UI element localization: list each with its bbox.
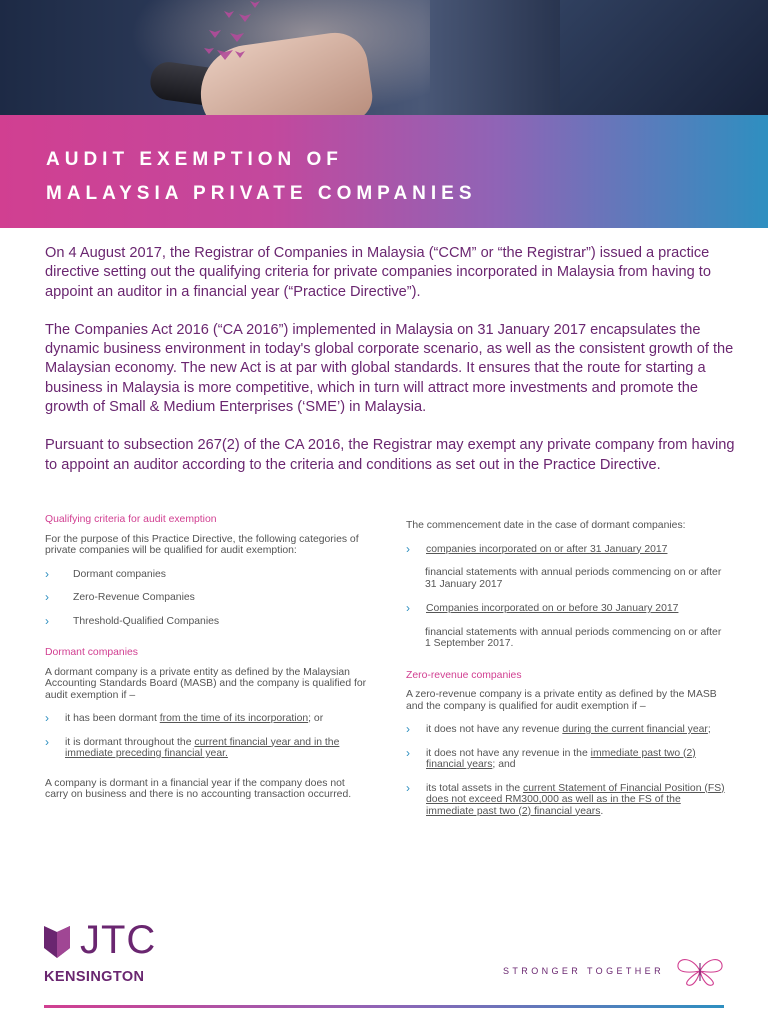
chevron-right-icon: › [45,566,49,581]
commencement-condition: companies incorporated on or after 31 January 2017 [426,543,668,555]
chevron-right-icon: › [406,601,410,615]
dormant-criterion [45,713,367,725]
butterfly-swarm-icon [185,0,275,80]
commencement-detail: financial statements with annual periods commencing on or after 31 January 2017 [425,567,722,590]
tagline: STRONGER TOGETHER [503,966,664,976]
category-item [45,566,367,581]
right-column [406,514,728,829]
dormant-heading: Dormant companies [45,647,138,658]
left-column [45,514,367,813]
chevron-right-icon: › [45,711,49,725]
zero-revenue-heading: Zero-revenue companies [406,669,522,681]
intro-paragraph-2: The Companies Act 2016 (“CA 2016”) implemented in Malaysia on 31 January 2017 encapsulates the dynamic business environment in today's global corporate scenario, as well as the consistent growth of the Malaysian economy. The new Act is at par with global standards. It ensures that the route for starting a business in Malaysia is more competitive, which in turn will attract more investments and promote the growth of Small & Medium Enterprises (‘SME’) in Malaysia. [45,321,734,416]
intro-paragraph-1: On 4 August 2017, the Registrar of Companies in Malaysia (“CCM” or “the Registrar”) issued a practice directive setting out the qualifying criteria for private companies incorporated in Malaysia from having to appoint an auditor in a financial year (“Practice Directive”). [45,245,711,300]
dormant-criterion-text: it is dormant throughout the current financial year and in the immediate preceding financial year. [65,736,340,759]
dormant-footer-text: A company is dormant in a financial year if the company does not carry on business and there is no accounting transaction occurred. [45,777,352,800]
zero-revenue-criterion [406,780,728,818]
logo-wordmark: JTC [80,918,157,962]
chevron-right-icon: › [406,780,410,795]
title-line-2: MALAYSIA PRIVATE COMPANIES [46,183,477,204]
zero-revenue-criterion-text: it does not have any revenue during the current financial year; [426,724,711,735]
chevron-right-icon: › [406,541,410,556]
zero-revenue-criterion [406,745,728,771]
jtc-logo-icon [44,926,70,958]
commencement-detail: financial statements with annual periods commencing on or after 1 September 2017. [425,626,722,649]
zero-revenue-criterion-text: its total assets in the current Statement of Financial Position (FS) does not exceed RM300,000 as well as in the FS of the immediate past two (2) financial years. [426,782,725,817]
logo-subtitle: KENSINGTON [44,969,145,985]
title-band [0,115,768,228]
chevron-right-icon: › [45,734,49,749]
commencement-condition: Companies incorporated on or before 30 January 2017 [426,603,679,614]
hero-sleeve [560,0,768,115]
butterfly-icon [675,955,725,987]
intro-section [45,244,735,494]
chevron-right-icon: › [406,745,410,760]
qualifying-text: For the purpose of this Practice Directive, the following categories of private companies will be qualified for audit exemption: [45,533,359,556]
dormant-text: A dormant company is a private entity as defined by the Malaysian Accounting Standards Board (MASB) and the company is qualified for audit exemption if – [45,666,367,701]
chevron-right-icon: › [45,590,49,604]
page-title [46,143,477,211]
category-item [45,592,367,604]
zero-revenue-text: A zero-revenue company is a private entity as defined by the MASB and the company is qualified for audit exemption if – [406,689,717,712]
category-label: Zero-Revenue Companies [73,592,195,603]
zero-revenue-criterion-text: it does not have any revenue in the immediate past two (2) financial years; and [426,747,696,770]
hero-photo [0,0,768,115]
commencement-item [406,541,728,556]
qualifying-heading: Qualifying criteria for audit exemption [45,514,217,525]
category-label: Threshold-Qualified Companies [73,615,220,627]
chevron-right-icon: › [406,722,410,736]
commencement-text: The commencement date in the case of dormant companies: [406,520,686,531]
category-label: Dormant companies [73,568,166,580]
intro-paragraph-3: Pursuant to subsection 267(2) of the CA 2016, the Registrar may exempt any private company from having to appoint an auditor according to the criteria and conditions as set out in the Practice Directive. [45,437,735,473]
zero-revenue-criterion [406,724,728,736]
title-line-1: AUDIT EXEMPTION OF [46,149,343,170]
dormant-criterion-text: it has been dormant from the time of its incorporation; or [65,713,324,724]
dormant-criterion [45,734,367,760]
commencement-item [406,603,728,615]
chevron-right-icon: › [45,613,49,628]
category-item [45,613,367,628]
footer-divider [44,1005,724,1008]
